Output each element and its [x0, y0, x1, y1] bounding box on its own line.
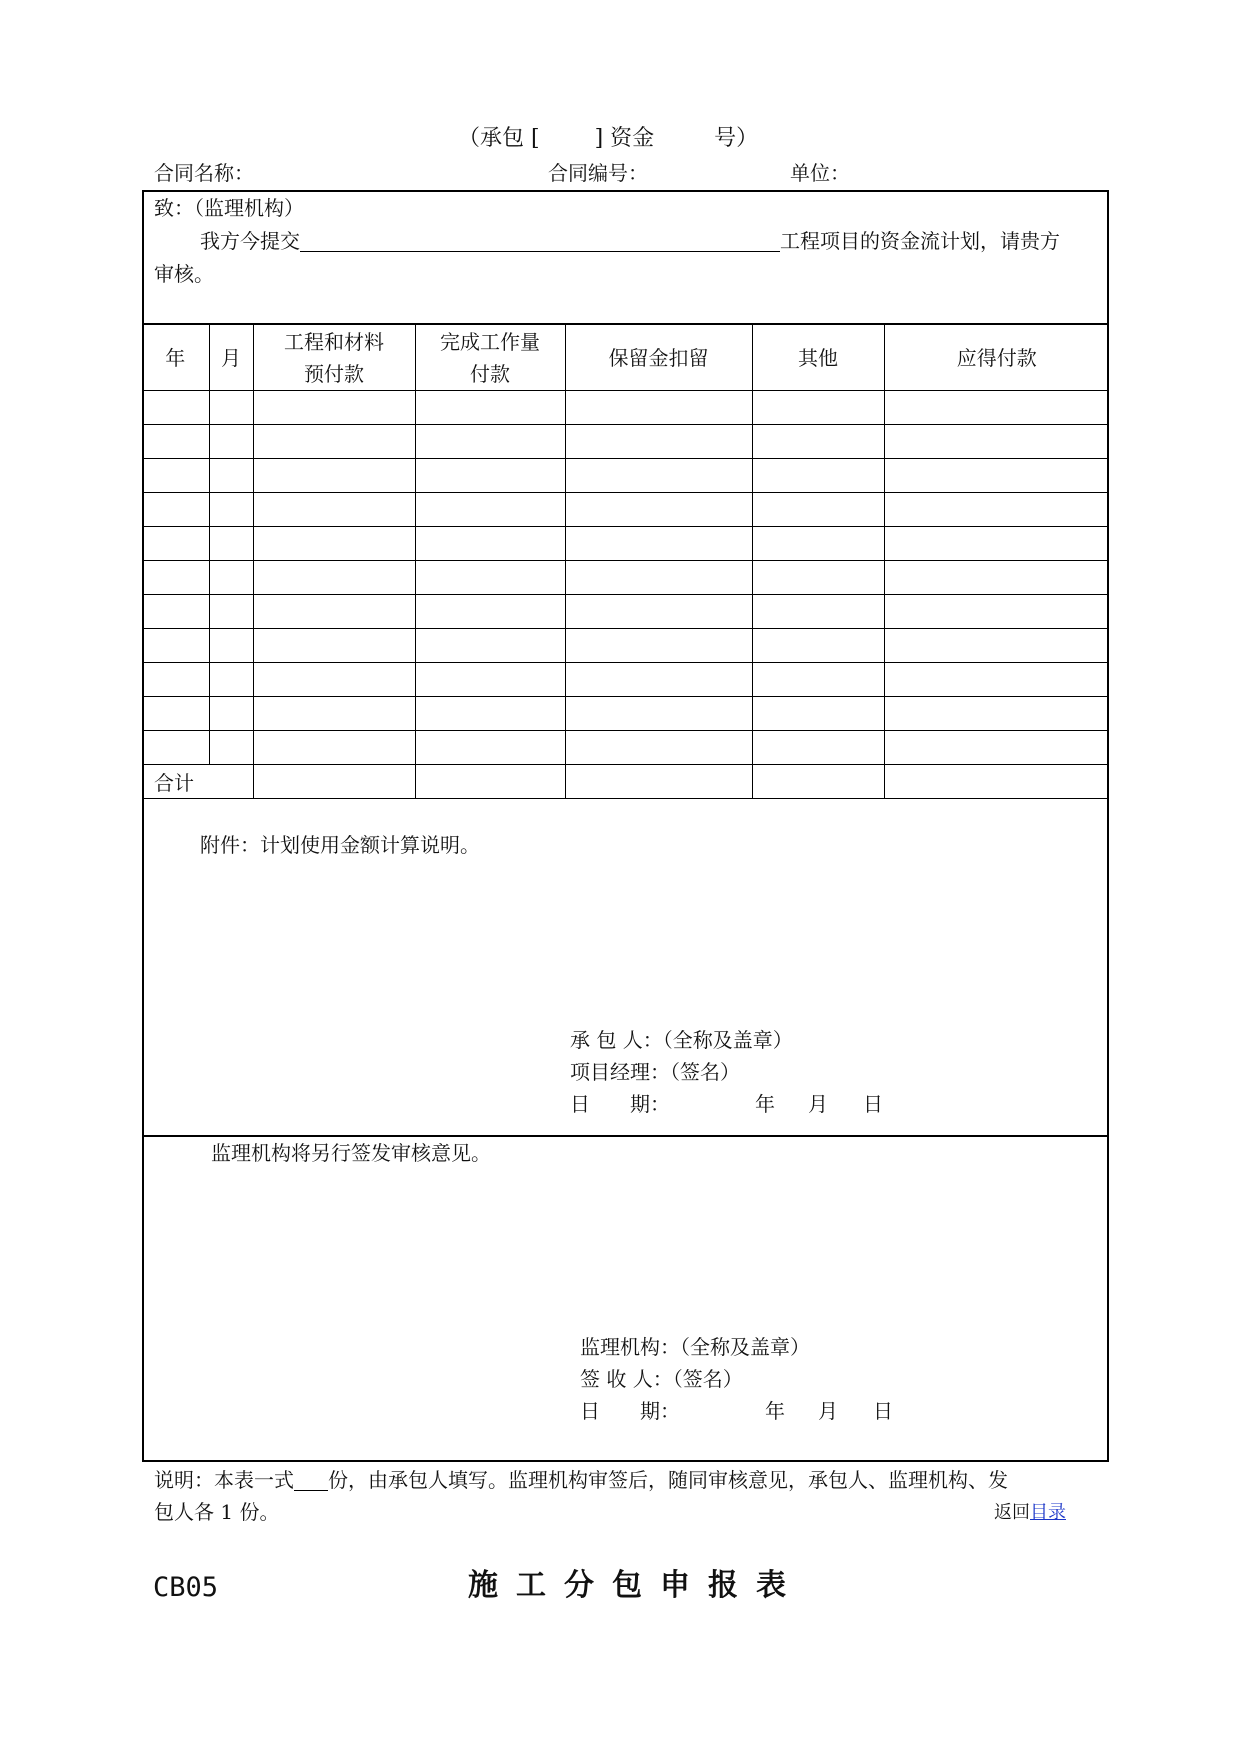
table-cell[interactable] [565, 731, 752, 765]
col-header-month: 月 [209, 324, 253, 391]
table-cell[interactable] [209, 527, 253, 561]
table-cell[interactable] [209, 697, 253, 731]
attachment-text: 附件：计划使用金额计算说明。 [200, 833, 480, 857]
submission-text-before: 我方今提交 [200, 229, 300, 253]
col-header-year: 年 [142, 324, 209, 391]
table-cell[interactable] [565, 391, 752, 425]
fund-flow-table [142, 323, 1109, 799]
index-link[interactable]: 目录 [1030, 1502, 1066, 1523]
contractor-sign-label: 承 包 人：（全称及盖章） [570, 1028, 793, 1052]
table-row [142, 697, 1109, 731]
next-form-code: CB05 [153, 1572, 219, 1603]
table-cell[interactable] [253, 459, 415, 493]
table-cell[interactable] [884, 425, 1109, 459]
form-code-open: （承包 [ [458, 126, 540, 151]
table-cell[interactable] [415, 527, 565, 561]
project-name-blank[interactable] [300, 231, 780, 252]
table-cell[interactable] [884, 459, 1109, 493]
form-code-line [458, 128, 758, 150]
table-cell[interactable] [752, 629, 884, 663]
note-line-2: 包人各 1 份。 [154, 1500, 280, 1524]
table-cell[interactable] [209, 731, 253, 765]
contractor-date-label: 日 期： [570, 1092, 670, 1116]
table-cell[interactable] [884, 595, 1109, 629]
note-line-1 [154, 1470, 1008, 1491]
table-cell[interactable] [253, 391, 415, 425]
table-cell[interactable] [415, 697, 565, 731]
table-cell[interactable] [209, 663, 253, 697]
receiver-label: 签 收 人：（签名） [580, 1367, 743, 1391]
table-cell[interactable] [415, 561, 565, 595]
submission-text-after: 工程项目的资金流计划，请贵方 [780, 229, 1060, 253]
table-cell[interactable] [752, 459, 884, 493]
table-header-row [142, 324, 1109, 391]
return-text: 返回 [994, 1502, 1030, 1523]
table-cell[interactable] [752, 731, 884, 765]
contractor-date-day: 日 [863, 1092, 883, 1116]
table-cell[interactable] [752, 527, 884, 561]
table-cell[interactable] [253, 663, 415, 697]
table-cell[interactable] [565, 663, 752, 697]
form-code-close: 号） [714, 126, 759, 151]
project-manager-label: 项目经理：（签名） [570, 1060, 740, 1084]
table-cell[interactable] [142, 595, 209, 629]
table-cell[interactable] [884, 527, 1109, 561]
table-row [142, 459, 1109, 493]
supervisor-opinion-text: 监理机构将另行签发审核意见。 [211, 1141, 491, 1165]
table-cell[interactable] [142, 527, 209, 561]
table-cell[interactable] [415, 493, 565, 527]
total-cell[interactable] [565, 765, 752, 799]
table-cell[interactable] [415, 425, 565, 459]
table-cell[interactable] [884, 561, 1109, 595]
table-row [142, 731, 1109, 765]
table-row [142, 629, 1109, 663]
table-cell[interactable] [253, 561, 415, 595]
table-cell[interactable] [752, 697, 884, 731]
next-form-title: 施工分包申报表 [468, 1568, 804, 1603]
col-header-other: 其他 [752, 324, 884, 391]
table-cell[interactable] [142, 629, 209, 663]
table-cell[interactable] [253, 629, 415, 663]
table-cell[interactable] [565, 595, 752, 629]
section-divider [142, 1135, 1109, 1137]
table-cell[interactable] [565, 459, 752, 493]
table-row [142, 595, 1109, 629]
note-text-after: 份，由承包人填写。监理机构审签后，随同审核意见，承包人、监理机构、发 [328, 1468, 1008, 1492]
table-cell[interactable] [142, 663, 209, 697]
table-row [142, 425, 1109, 459]
supervisor-date-month: 月 [818, 1399, 838, 1423]
total-cell[interactable] [884, 765, 1109, 799]
table-cell[interactable] [142, 697, 209, 731]
table-cell[interactable] [565, 697, 752, 731]
table-cell[interactable] [253, 595, 415, 629]
table-row [142, 663, 1109, 697]
table-cell[interactable] [415, 663, 565, 697]
table-cell[interactable] [415, 459, 565, 493]
table-cell[interactable] [142, 493, 209, 527]
total-cell[interactable] [752, 765, 884, 799]
table-cell[interactable] [565, 629, 752, 663]
submission-line-2: 审核。 [154, 262, 214, 286]
supervisor-date-day: 日 [873, 1399, 893, 1423]
table-cell[interactable] [209, 595, 253, 629]
table-cell[interactable] [752, 493, 884, 527]
table-cell[interactable] [884, 731, 1109, 765]
supervisor-date-label: 日 期： [580, 1399, 680, 1423]
table-cell[interactable] [209, 425, 253, 459]
table-cell[interactable] [209, 391, 253, 425]
table-cell[interactable] [209, 459, 253, 493]
col-header-work-payment: 完成工作量 付款 [415, 324, 565, 391]
contract-no-label: 合同编号： [548, 161, 648, 185]
table-cell[interactable] [142, 561, 209, 595]
table-cell[interactable] [752, 595, 884, 629]
supervisor-date-year: 年 [765, 1399, 785, 1423]
table-cell[interactable] [415, 595, 565, 629]
contractor-date-year: 年 [755, 1092, 775, 1116]
table-cell[interactable] [884, 391, 1109, 425]
table-cell[interactable] [415, 629, 565, 663]
note-text-before: 说明：本表一式 [154, 1468, 294, 1492]
table-cell[interactable] [253, 425, 415, 459]
total-cell[interactable] [415, 765, 565, 799]
unit-label: 单位： [790, 161, 850, 185]
col-header-retention: 保留金扣留 [565, 324, 752, 391]
total-label: 合计 [142, 765, 253, 799]
table-cell[interactable] [253, 527, 415, 561]
table-row [142, 391, 1109, 425]
table-cell[interactable] [142, 425, 209, 459]
col-header-payable: 应得付款 [884, 324, 1109, 391]
table-cell[interactable] [142, 731, 209, 765]
table-cell[interactable] [752, 391, 884, 425]
table-cell[interactable] [209, 561, 253, 595]
total-cell[interactable] [253, 765, 415, 799]
table-cell[interactable] [565, 561, 752, 595]
table-cell[interactable] [884, 697, 1109, 731]
table-cell[interactable] [752, 425, 884, 459]
table-cell[interactable] [209, 493, 253, 527]
table-row [142, 527, 1109, 561]
table-cell[interactable] [253, 731, 415, 765]
contractor-date-month: 月 [808, 1092, 828, 1116]
table-cell[interactable] [142, 391, 209, 425]
copies-blank[interactable] [294, 1470, 328, 1491]
col-header-advance-payment: 工程和材料 预付款 [253, 324, 415, 391]
contract-name-label: 合同名称： [154, 161, 254, 185]
table-cell[interactable] [209, 629, 253, 663]
table-row [142, 493, 1109, 527]
table-cell[interactable] [752, 663, 884, 697]
table-cell[interactable] [884, 663, 1109, 697]
table-cell[interactable] [565, 425, 752, 459]
table-cell[interactable] [565, 493, 752, 527]
table-row [142, 561, 1109, 595]
table-cell[interactable] [884, 629, 1109, 663]
to-supervisor-label: 致：（监理机构） [154, 196, 304, 220]
form-code-mid: ] 资金 [594, 126, 655, 151]
table-cell[interactable] [253, 493, 415, 527]
table-cell[interactable] [884, 493, 1109, 527]
table-cell[interactable] [253, 697, 415, 731]
submission-line-1 [200, 231, 1060, 252]
table-cell[interactable] [565, 527, 752, 561]
return-to-index [994, 1504, 1066, 1522]
table-cell[interactable] [142, 459, 209, 493]
table-cell[interactable] [415, 391, 565, 425]
supervisor-org-label: 监理机构：（全称及盖章） [580, 1335, 810, 1359]
table-total-row [142, 765, 1109, 799]
table-cell[interactable] [752, 561, 884, 595]
table-cell[interactable] [415, 731, 565, 765]
